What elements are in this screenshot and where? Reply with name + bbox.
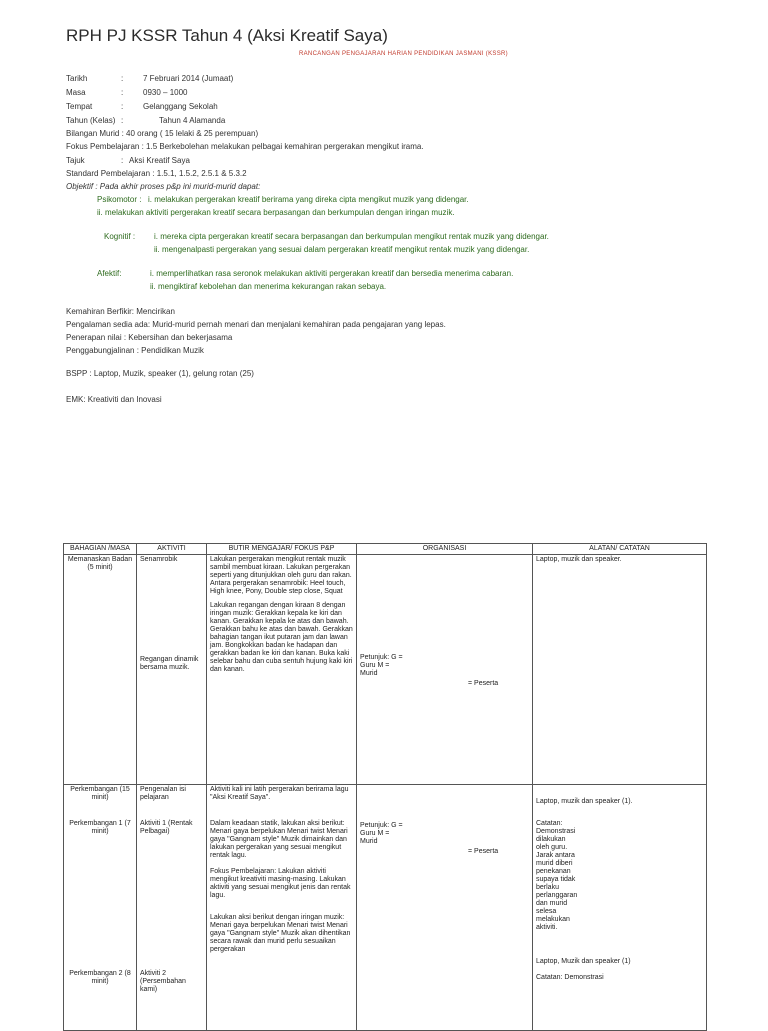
aktiviti-regangan: Regangan dinamik bersama muzik. bbox=[140, 656, 199, 671]
masa-value: 0930 – 1000 bbox=[143, 88, 188, 97]
kognitif-2: ii. mengenalpasti pergerakan yang sesuai dalam pergerakan kreatif mengikut rentak muzik yang didengar. bbox=[154, 245, 530, 254]
bahagian-perkembangan-1: Perkembangan 1 (7 minit) bbox=[69, 820, 131, 835]
kemahiran-berfikir: Kemahiran Berfikir: Mencirikan bbox=[66, 307, 175, 316]
page-subtitle: RANCANGAN PENGAJARAN HARIAN PENDIDIKAN JASMANI (KSSR) bbox=[299, 51, 508, 57]
header-organisasi: ORGANISASI bbox=[357, 544, 533, 555]
catatan-aktiviti-1: Catatan: Demonstrasi dilakukan oleh guru. Jarak antara murid diberi penekanan supaya tidak berlaku perlanggaran dan murid selesa melakukan aktiviti. bbox=[536, 820, 578, 931]
penerapan-nilai: Penerapan nilai : Kebersihan dan bekerjasama bbox=[66, 333, 233, 342]
tajuk-value: Aksi Kreatif Saya bbox=[129, 156, 190, 165]
info-masa: Masa : 0930 – 1000 bbox=[66, 88, 188, 97]
butir-aktiviti-2: Lakukan aksi berikut dengan iringan muzik: Menari gaya berpelukan Menari twist Menari gaya "Gangnam style" Muzik akan dihentikan secara rawak dan murid perlu sesuaikan pergerakan bbox=[210, 914, 351, 953]
info-tahun: Tahun (Kelas) : Tahun 4 Alamanda bbox=[66, 116, 226, 125]
bspp: BSPP : Laptop, Muzik, speaker (1), gelung rotan (25) bbox=[66, 369, 254, 378]
info-standard: Standard Pembelajaran : 1.5.1, 1.5.2, 2.5.1 & 5.3.2 bbox=[66, 169, 247, 178]
cell-aktiviti bbox=[137, 555, 207, 785]
table-row bbox=[64, 555, 707, 785]
tahun-label: Tahun (Kelas) bbox=[66, 116, 116, 125]
info-bilangan: Bilangan Murid : 40 orang ( 15 lelaki & 25 perempuan) bbox=[66, 129, 259, 138]
alatan-perkembangan: Laptop, muzik dan speaker (1). bbox=[536, 798, 633, 805]
emk: EMK: Kreativiti dan Inovasi bbox=[66, 395, 162, 404]
catatan-aktiviti-2: Catatan: Demonstrasi bbox=[536, 974, 604, 981]
afektif-2: ii. mengiktiraf kebolehan dan menerima kekurangan rakan sebaya. bbox=[150, 282, 387, 291]
cell-butir bbox=[207, 785, 357, 1031]
tajuk-label: Tajuk bbox=[66, 156, 85, 165]
aktiviti-senamrobik: Senamrobik bbox=[140, 556, 178, 563]
cell-alatan: Laptop, muzik dan speaker. bbox=[533, 555, 707, 785]
org-peserta: = Peserta bbox=[468, 680, 499, 687]
info-objektif: Objektif : Pada akhir proses p&p ini murid-murid dapat: bbox=[66, 182, 261, 191]
aktiviti-2: Aktiviti 2 (Persembahan kami) bbox=[140, 970, 186, 993]
butir-regangan: Lakukan regangan dengan kiraan 8 dengan iringan muzik: Gerakkan kepala ke kiri dan kanan. Gerakkan kepala ke atas dan bawah. Gerakkan bahu ke atas dan bawah. Gerakkan bahagian tangan ikut putaran jam dan lawan jam. Bongkokkan badan ke hadapan dan gerakkan badan ke kiri dan kanan. Buka kaki selebar bahu dan cuba sentuh hujung kaki kiri dan kanan. bbox=[210, 602, 353, 673]
bahagian-perkembangan-2: Perkembangan 2 (8 minit) bbox=[69, 970, 131, 985]
aktiviti-1: Aktiviti 1 (Rentak Pelbagai) bbox=[140, 820, 193, 835]
org-peserta: = Peserta bbox=[468, 848, 499, 855]
header-butir: BUTIR MENGAJAR/ FOKUS P&P bbox=[207, 544, 357, 555]
cell-butir bbox=[207, 555, 357, 785]
alatan-aktiviti-2: Laptop, Muzik dan speaker (1) bbox=[536, 958, 631, 965]
cell-bahagian: Memanaskan Badan (5 minit) bbox=[64, 555, 137, 785]
header-alatan: ALATAN/ CATATAN bbox=[533, 544, 707, 555]
masa-label: Masa bbox=[66, 88, 86, 97]
cell-aktiviti bbox=[137, 785, 207, 1031]
tahun-value: Tahun 4 Alamanda bbox=[159, 116, 226, 125]
kognitif-label: Kognitif : bbox=[104, 232, 136, 241]
psikomotor-label: Psikomotor : bbox=[97, 195, 142, 204]
tarikh-value: 7 Februari 2014 (Jumaat) bbox=[143, 74, 234, 83]
psikomotor-2: ii. melakukan aktiviti pergerakan kreatif secara berpasangan dan berkumpulan dengan iringan muzik. bbox=[97, 208, 455, 217]
penggabungjalinan: Penggabungjalinan : Pendidikan Muzik bbox=[66, 346, 204, 355]
pengalaman-sedia-ada: Pengalaman sedia ada: Murid-murid pernah menari dan menjalani kemahiran pada pengajaran yang lepas. bbox=[66, 320, 446, 329]
info-tajuk: Tajuk : Aksi Kreatif Saya bbox=[66, 156, 190, 165]
cell-organisasi bbox=[357, 555, 533, 785]
afektif-label: Afektif: bbox=[97, 269, 122, 278]
header-aktiviti: AKTIVITI bbox=[137, 544, 207, 555]
tarikh-label: Tarikh bbox=[66, 74, 88, 83]
afektif-1: i. memperlihatkan rasa seronok melakukan aktiviti pergerakan kreatif dan bersedia menerima cabaran. bbox=[150, 269, 514, 278]
page-title: RPH PJ KSSR Tahun 4 (Aksi Kreatif Saya) bbox=[66, 26, 388, 45]
butir-senamrobik: Lakukan pergerakan mengikut rentak muzik sambil membuat kiraan. Lakukan pergerakan seperti yang ditunjukkan oleh guru dan rakan. Antara pergerakan senamrobik: Heel touch, High knee, Pony, Double step close, Squat bbox=[210, 556, 352, 595]
tempat-value: Gelanggang Sekolah bbox=[143, 102, 218, 111]
table-header-row bbox=[64, 544, 707, 555]
header-bahagian: BAHAGIAN /MASA bbox=[64, 544, 137, 555]
kognitif-1: i. mereka cipta pergerakan kreatif secara berpasangan dan berkumpulan mengikut rentak muzik yang didengar. bbox=[154, 232, 549, 241]
tempat-label: Tempat bbox=[66, 102, 93, 111]
butir-pengenalan: Aktiviti kali ini latih pergerakan berirama lagu "Aksi Kreatif Saya". bbox=[210, 786, 349, 801]
lesson-table bbox=[63, 543, 707, 1031]
psikomotor-1: i. melakukan pergerakan kreatif berirama yang direka cipta mengikut muzik yang didengar. bbox=[148, 195, 469, 204]
cell-organisasi bbox=[357, 785, 533, 1031]
butir-fokus: Fokus Pembelajaran: Lakukan aktiviti mengikut kreativiti masing-masing. Lakukan aktiviti yang sesuai mengikut jenis dan rentak lagu. bbox=[210, 868, 351, 899]
info-fokus: Fokus Pembelajaran : 1.5 Berkebolehan melakukan pelbagai kemahiran pergerakan mengikut irama. bbox=[66, 142, 424, 151]
cell-bahagian bbox=[64, 785, 137, 1031]
info-tarikh: Tarikh : 7 Februari 2014 (Jumaat) bbox=[66, 74, 234, 83]
info-tempat: Tempat : Gelanggang Sekolah bbox=[66, 102, 218, 111]
bahagian-perkembangan: Perkembangan (15 minit) bbox=[70, 786, 130, 801]
cell-alatan bbox=[533, 785, 707, 1031]
aktiviti-pengenalan: Pengenalan isi pelajaran bbox=[140, 786, 186, 801]
butir-aktiviti-1: Dalam keadaan statik, lakukan aksi berikut: Menari gaya berpelukan Menari twist Menari gaya "Gangnam style" Muzik dimainkan dan lakukan pergerakan yang sesuai mengikut rentak lagu. bbox=[210, 820, 348, 859]
org-legend: Petunjuk: G = Guru M = Murid bbox=[360, 654, 403, 677]
org-legend: Petunjuk: G = Guru M = Murid bbox=[360, 822, 403, 845]
table-row bbox=[64, 785, 707, 1031]
